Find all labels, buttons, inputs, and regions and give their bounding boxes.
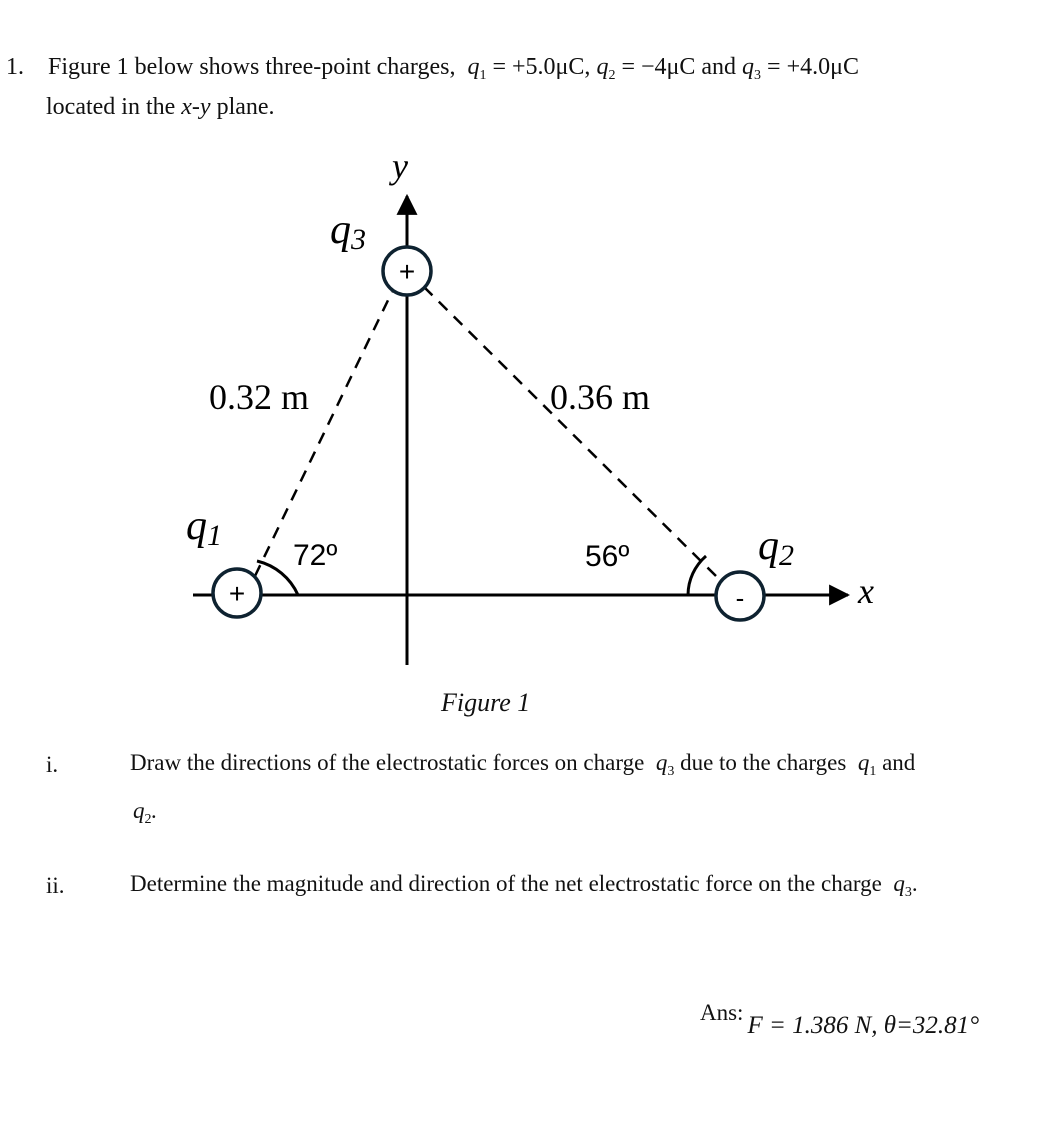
angle-arc-q1 — [257, 561, 298, 595]
part-ii-label: ii. — [46, 873, 65, 898]
line2-suffix: plane. — [216, 94, 275, 120]
part-i-q3: $q_3$ — [650, 750, 675, 779]
part-i-text — [130, 750, 915, 780]
question-number: 1. — [6, 54, 24, 80]
part-ii-q3: $q_3$ — [887, 871, 912, 900]
charge-q1 — [213, 569, 261, 617]
q2-symbol: $q_2$ — [596, 54, 616, 83]
line2-prefix: located in the — [46, 94, 176, 120]
q3-sign: + — [398, 256, 416, 287]
part-i-text-b: due to the charges — [680, 750, 847, 775]
q2-q3-dashed-line — [424, 287, 716, 576]
q2-value: = −4μC — [621, 54, 696, 80]
part-i-text-a: Draw the directions of the electrostatic forces on charge — [130, 750, 645, 775]
q2-sign: - — [735, 583, 745, 613]
angle-arc-q2 — [688, 556, 706, 595]
x-axis-label: x — [858, 571, 874, 611]
q3-label: q3 — [330, 207, 366, 256]
angle-q1-label: 72º — [293, 539, 338, 572]
distance-q2-q3: 0.36 m — [550, 377, 651, 417]
part-ii-text: Determine the magnitude and direction of the net electrostatic force on the charge $q_3$. — [130, 871, 918, 900]
q1-value: = +5.0μC, — [492, 54, 591, 80]
question-intro: Figure 1 below shows three-point charges, — [48, 54, 456, 80]
answer-label: Ans: — [700, 1000, 744, 1025]
question-line-2 — [46, 92, 275, 122]
q3-value: = +4.0μC — [767, 54, 859, 80]
q3-symbol: $q_3$ — [742, 54, 762, 83]
question-line-1 — [6, 52, 859, 91]
part-ii-text-a: Determine the magnitude and direction of the net electrostatic force on the charge — [130, 871, 882, 896]
answer-value: F = 1.386 N, θ=32.81° — [747, 1012, 980, 1039]
y-axis-label: y — [392, 146, 408, 186]
angle-q2-label: 56º — [585, 540, 630, 573]
axes-text: x-y — [181, 94, 211, 120]
q2-label: q2 — [758, 523, 794, 572]
q1-q3-dashed-line — [255, 292, 392, 576]
charge-q3 — [383, 247, 431, 295]
figure-1 — [0, 140, 1054, 680]
part-i-text-c: and — [882, 750, 916, 775]
part-i-q1: $q_1$ — [852, 750, 877, 779]
q1-symbol: $q_1$ — [461, 54, 487, 83]
q1-sign: + — [228, 578, 246, 609]
part-i-label: i. — [46, 752, 59, 777]
figure-caption: Figure 1 — [441, 688, 531, 717]
and-text: and — [701, 54, 737, 80]
charge-q2 — [716, 572, 764, 620]
q1-label: q1 — [186, 503, 222, 552]
part-i-q2: $q_2$. — [133, 798, 158, 827]
answer — [700, 1000, 980, 1039]
distance-q1-q3: 0.32 m — [209, 377, 310, 417]
